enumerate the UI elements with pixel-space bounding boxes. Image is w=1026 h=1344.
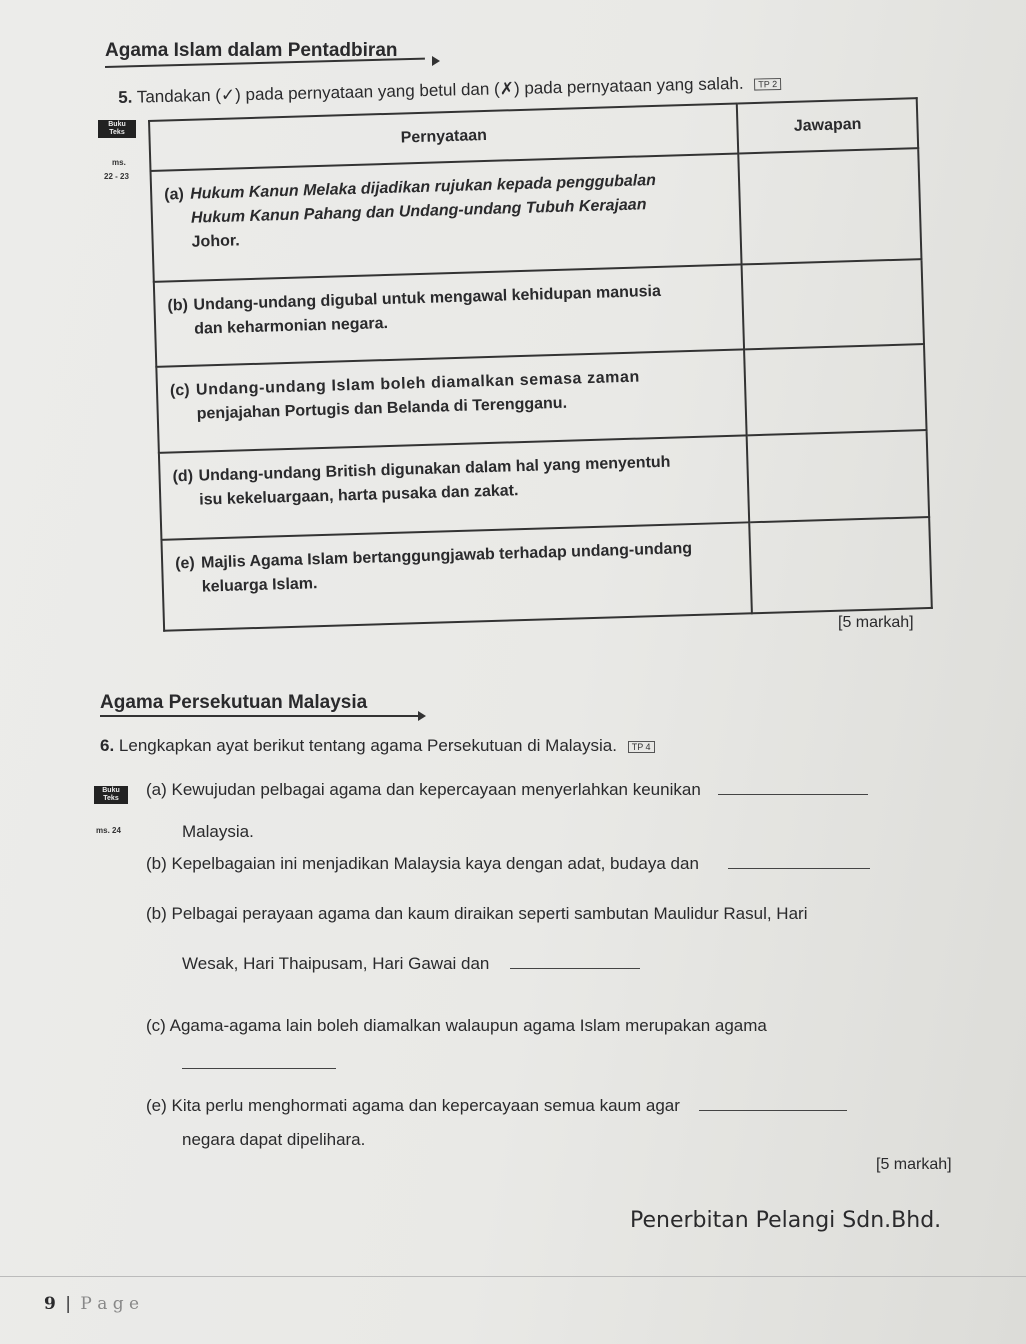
publisher-name: Penerbitan Pelangi Sdn.Bhd. bbox=[630, 1208, 942, 1233]
answer-blank[interactable] bbox=[510, 968, 640, 969]
fill-item-e-cont: negara dapat dipelihara. bbox=[182, 1130, 366, 1149]
chapter-title: Agama Islam dalam Pentadbiran bbox=[105, 40, 398, 61]
question-6-number: 6. bbox=[100, 736, 115, 755]
page-ref-range: 22 - 23 bbox=[104, 172, 129, 181]
statement-cell: (b) Undang-undang digubal untuk mengawal kehidupan manusia dan keharmonian negara. bbox=[154, 264, 745, 366]
page-ref-label-2: ms. 24 bbox=[96, 826, 121, 835]
page-separator: | bbox=[65, 1294, 71, 1314]
question-5-text: Tandakan (✓) pada pernyataan yang betul dan (✗) pada pernyataan yang salah. bbox=[136, 73, 744, 107]
question-6-tp-badge: TP 4 bbox=[628, 741, 655, 753]
answer-cell[interactable] bbox=[750, 517, 932, 613]
buku-teks-badge-2: Buku Teks bbox=[94, 786, 128, 804]
statement-cell: (e) Majlis Agama Islam bertanggungjawab terhadap undang-undang keluarga Islam. bbox=[161, 522, 752, 630]
fill-item-c: (c) Agama-agama lain boleh diamalkan walaupun agama Islam merupakan agama bbox=[146, 1016, 767, 1035]
answer-cell[interactable] bbox=[742, 259, 924, 349]
statement-cell: (c) Undang-undang Islam boleh diamalkan semasa zaman penjajahan Portugis dan Belanda di Terengganu. bbox=[156, 349, 747, 453]
answer-cell[interactable] bbox=[747, 430, 929, 522]
question-6-text: Lengkapkan ayat berikut tentang agama Persekutuan di Malaysia. bbox=[118, 736, 617, 755]
question-5-number: 5. bbox=[118, 87, 133, 107]
page-word: P a g e bbox=[80, 1294, 140, 1314]
answer-blank[interactable] bbox=[182, 1068, 336, 1069]
header-statement: Pernyataan bbox=[149, 104, 739, 171]
question-5-marks: [5 markah] bbox=[838, 614, 914, 631]
section-title-arrow bbox=[100, 715, 420, 717]
section-arrow-head bbox=[418, 711, 426, 721]
question-5-instruction bbox=[118, 73, 781, 108]
fill-item-e: (e) Kita perlu menghormati agama dan kepercayaan semua kaum agar bbox=[146, 1096, 847, 1116]
page-footer bbox=[44, 1294, 139, 1314]
fill-item-b2: (b) Pelbagai perayaan agama dan kaum diraikan seperti sambutan Maulidur Rasul, Hari bbox=[146, 904, 808, 923]
statement-table bbox=[148, 97, 933, 632]
fill-item-b2-cont: Wesak, Hari Thaipusam, Hari Gawai dan bbox=[182, 954, 640, 974]
answer-blank[interactable] bbox=[718, 794, 868, 795]
chapter-arrow-head bbox=[432, 56, 440, 66]
fill-item-a: (a) Kewujudan pelbagai agama dan kepercayaan menyerlahkan keunikan bbox=[146, 780, 868, 800]
question-6-instruction bbox=[100, 736, 655, 756]
fill-item-b: (b) Kepelbagaian ini menjadikan Malaysia kaya dengan adat, budaya dan bbox=[146, 854, 870, 874]
answer-blank[interactable] bbox=[699, 1110, 847, 1111]
answer-cell[interactable] bbox=[739, 148, 922, 265]
question-5-tp-badge: TP 2 bbox=[754, 77, 781, 90]
section-title: Agama Persekutuan Malaysia bbox=[100, 692, 368, 713]
page-number: 9 bbox=[44, 1294, 56, 1314]
footer-divider bbox=[0, 1276, 1026, 1277]
buku-teks-badge: Buku Teks bbox=[98, 120, 136, 138]
page-ref-label: ms. bbox=[112, 158, 126, 167]
header-answer: Jawapan bbox=[737, 98, 918, 153]
statement-cell: (a) Hukum Kanun Melaka dijadikan rujukan kepada penggubalan Hukum Kanun Pahang dan Undang-undang Tubuh Kerajaan Johor. bbox=[150, 153, 741, 282]
statement-cell: (d) Undang-undang British digunakan dalam hal yang menyentuh isu kekeluargaan, harta pusaka dan zakat. bbox=[159, 436, 750, 540]
fill-item-a-cont: Malaysia. bbox=[182, 822, 254, 841]
question-6-marks: [5 markah] bbox=[876, 1156, 952, 1173]
answer-blank[interactable] bbox=[728, 868, 870, 869]
answer-cell[interactable] bbox=[744, 344, 926, 436]
